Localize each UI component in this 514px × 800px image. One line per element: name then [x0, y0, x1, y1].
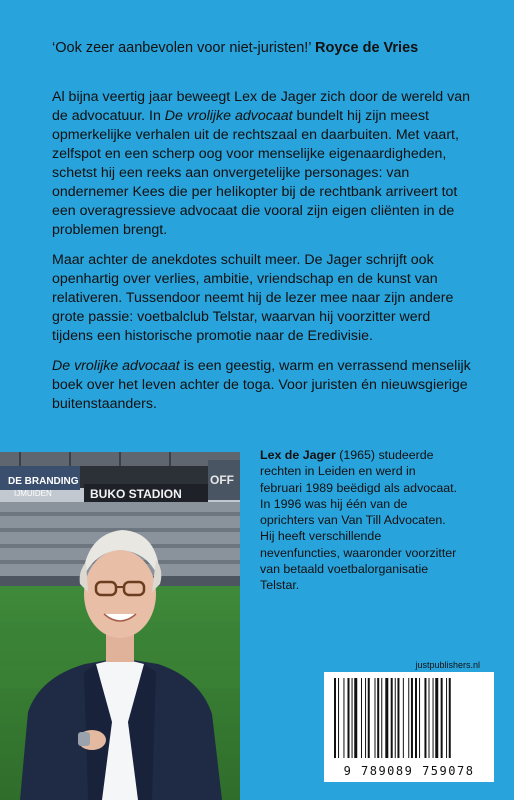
- barcode-bar: [334, 678, 336, 758]
- barcode-bar: [408, 678, 409, 758]
- barcode-bar: [338, 678, 339, 758]
- author-bio-text: (1965) studeerde rechten in Leiden en werd in februari 1989 beëdigd als advocaat. In 1996 was hij één van de oprichters van Van Till Advocaten. Hij heeft verschillende nevenfuncties, waaronder voorzitter van betaald voetbalorganisatie Telstar.: [260, 448, 458, 593]
- barcode-bar: [397, 678, 399, 758]
- blurb-p3-end: is een geestig, warm en verrassend menselijk boek over het leven achter de toga. Voor juristen én nieuwsgierige buitenstaanders.: [52, 358, 471, 412]
- blurb-paragraph-1: [52, 88, 472, 240]
- isbn-barcode: [324, 672, 494, 782]
- author-bio: [260, 447, 460, 594]
- book-title-italic: De vrolijke advocaat: [52, 358, 180, 374]
- publisher-url: justpublishers.nl: [415, 660, 480, 670]
- barcode-bar: [441, 678, 443, 758]
- back-cover-blurb: [52, 88, 472, 425]
- corner-sign-text: OFF: [210, 473, 234, 487]
- barcode-bar: [419, 678, 420, 758]
- stadium-banner-subtext: IJMUIDEN: [14, 489, 52, 498]
- barcode-bar: [354, 678, 357, 758]
- stadium-sign-text: BUKO STADION: [90, 487, 182, 501]
- barcode-bar: [343, 678, 344, 758]
- barcode-bar: [415, 678, 417, 758]
- blurb-p1-end: bundelt hij zijn meest opmerkelijke verhalen uit de rechtszaal en daarbuiten. Met vaart, zelfspot en een scherp oog voor menselijke eigenaardigheden, schetst hij een reeks aan onvergetelijke personages: van ondernemer Kees die per helikopter bij de rechtbank arriveert tot een overagressieve advocaat die vooral zijn eigen cliënten in de problemen brengt.: [52, 108, 459, 238]
- barcode-bar: [352, 678, 353, 758]
- isbn-number: 9 789089 759078: [343, 764, 475, 778]
- barcode-bar: [377, 678, 379, 758]
- barcode-bars: [324, 672, 494, 764]
- endorsement-quote: [52, 38, 492, 58]
- barcode-bar: [411, 678, 413, 758]
- barcode-bar: [368, 678, 370, 758]
- author-name: Lex de Jager: [260, 448, 336, 462]
- barcode-bar: [403, 678, 404, 758]
- barcode-bar: [391, 678, 393, 758]
- barcode-bar: [449, 678, 451, 758]
- barcode-bar: [381, 678, 382, 758]
- blurb-paragraph-2: Maar achter de anekdotes schuilt meer. De Jager schrijft ook openhartig over verlies, ambitie, vriendschap en de kunst van relativeren. Tussendoor neemt hij de lezer mee naar zijn andere grote passie: voetbalclub Telstar, waarvan hij voorzitter werd tijdens een historische promotie naar de Eredivisie.: [52, 252, 454, 344]
- blurb-paragraph-3: [52, 357, 472, 414]
- barcode-bar: [365, 678, 366, 758]
- author-photo: [0, 452, 240, 800]
- book-title-italic: De vrolijke advocaat: [164, 108, 293, 124]
- barcode-bar: [375, 678, 376, 758]
- barcode-bar: [348, 678, 350, 758]
- barcode-bar: [385, 678, 388, 758]
- barcode-bar: [446, 678, 447, 758]
- quote-author: Royce de Vries: [315, 40, 419, 56]
- barcode-bar: [433, 678, 434, 758]
- barcode-bar: [424, 678, 426, 758]
- blurb-p1-start: Al bijna veertig jaar beweegt Lex de Jager zich door de wereld van de advocatuur. In: [52, 89, 470, 124]
- quote-text: ‘Ook zeer aanbevolen voor niet-juristen!’: [52, 40, 311, 56]
- barcode-bar: [395, 678, 396, 758]
- stadium-banner-text: DE BRANDING: [8, 476, 79, 487]
- barcode-bar: [435, 678, 438, 758]
- barcode-bar: [429, 678, 430, 758]
- author-photo-illustration: [0, 452, 240, 800]
- barcode-bar: [361, 678, 362, 758]
